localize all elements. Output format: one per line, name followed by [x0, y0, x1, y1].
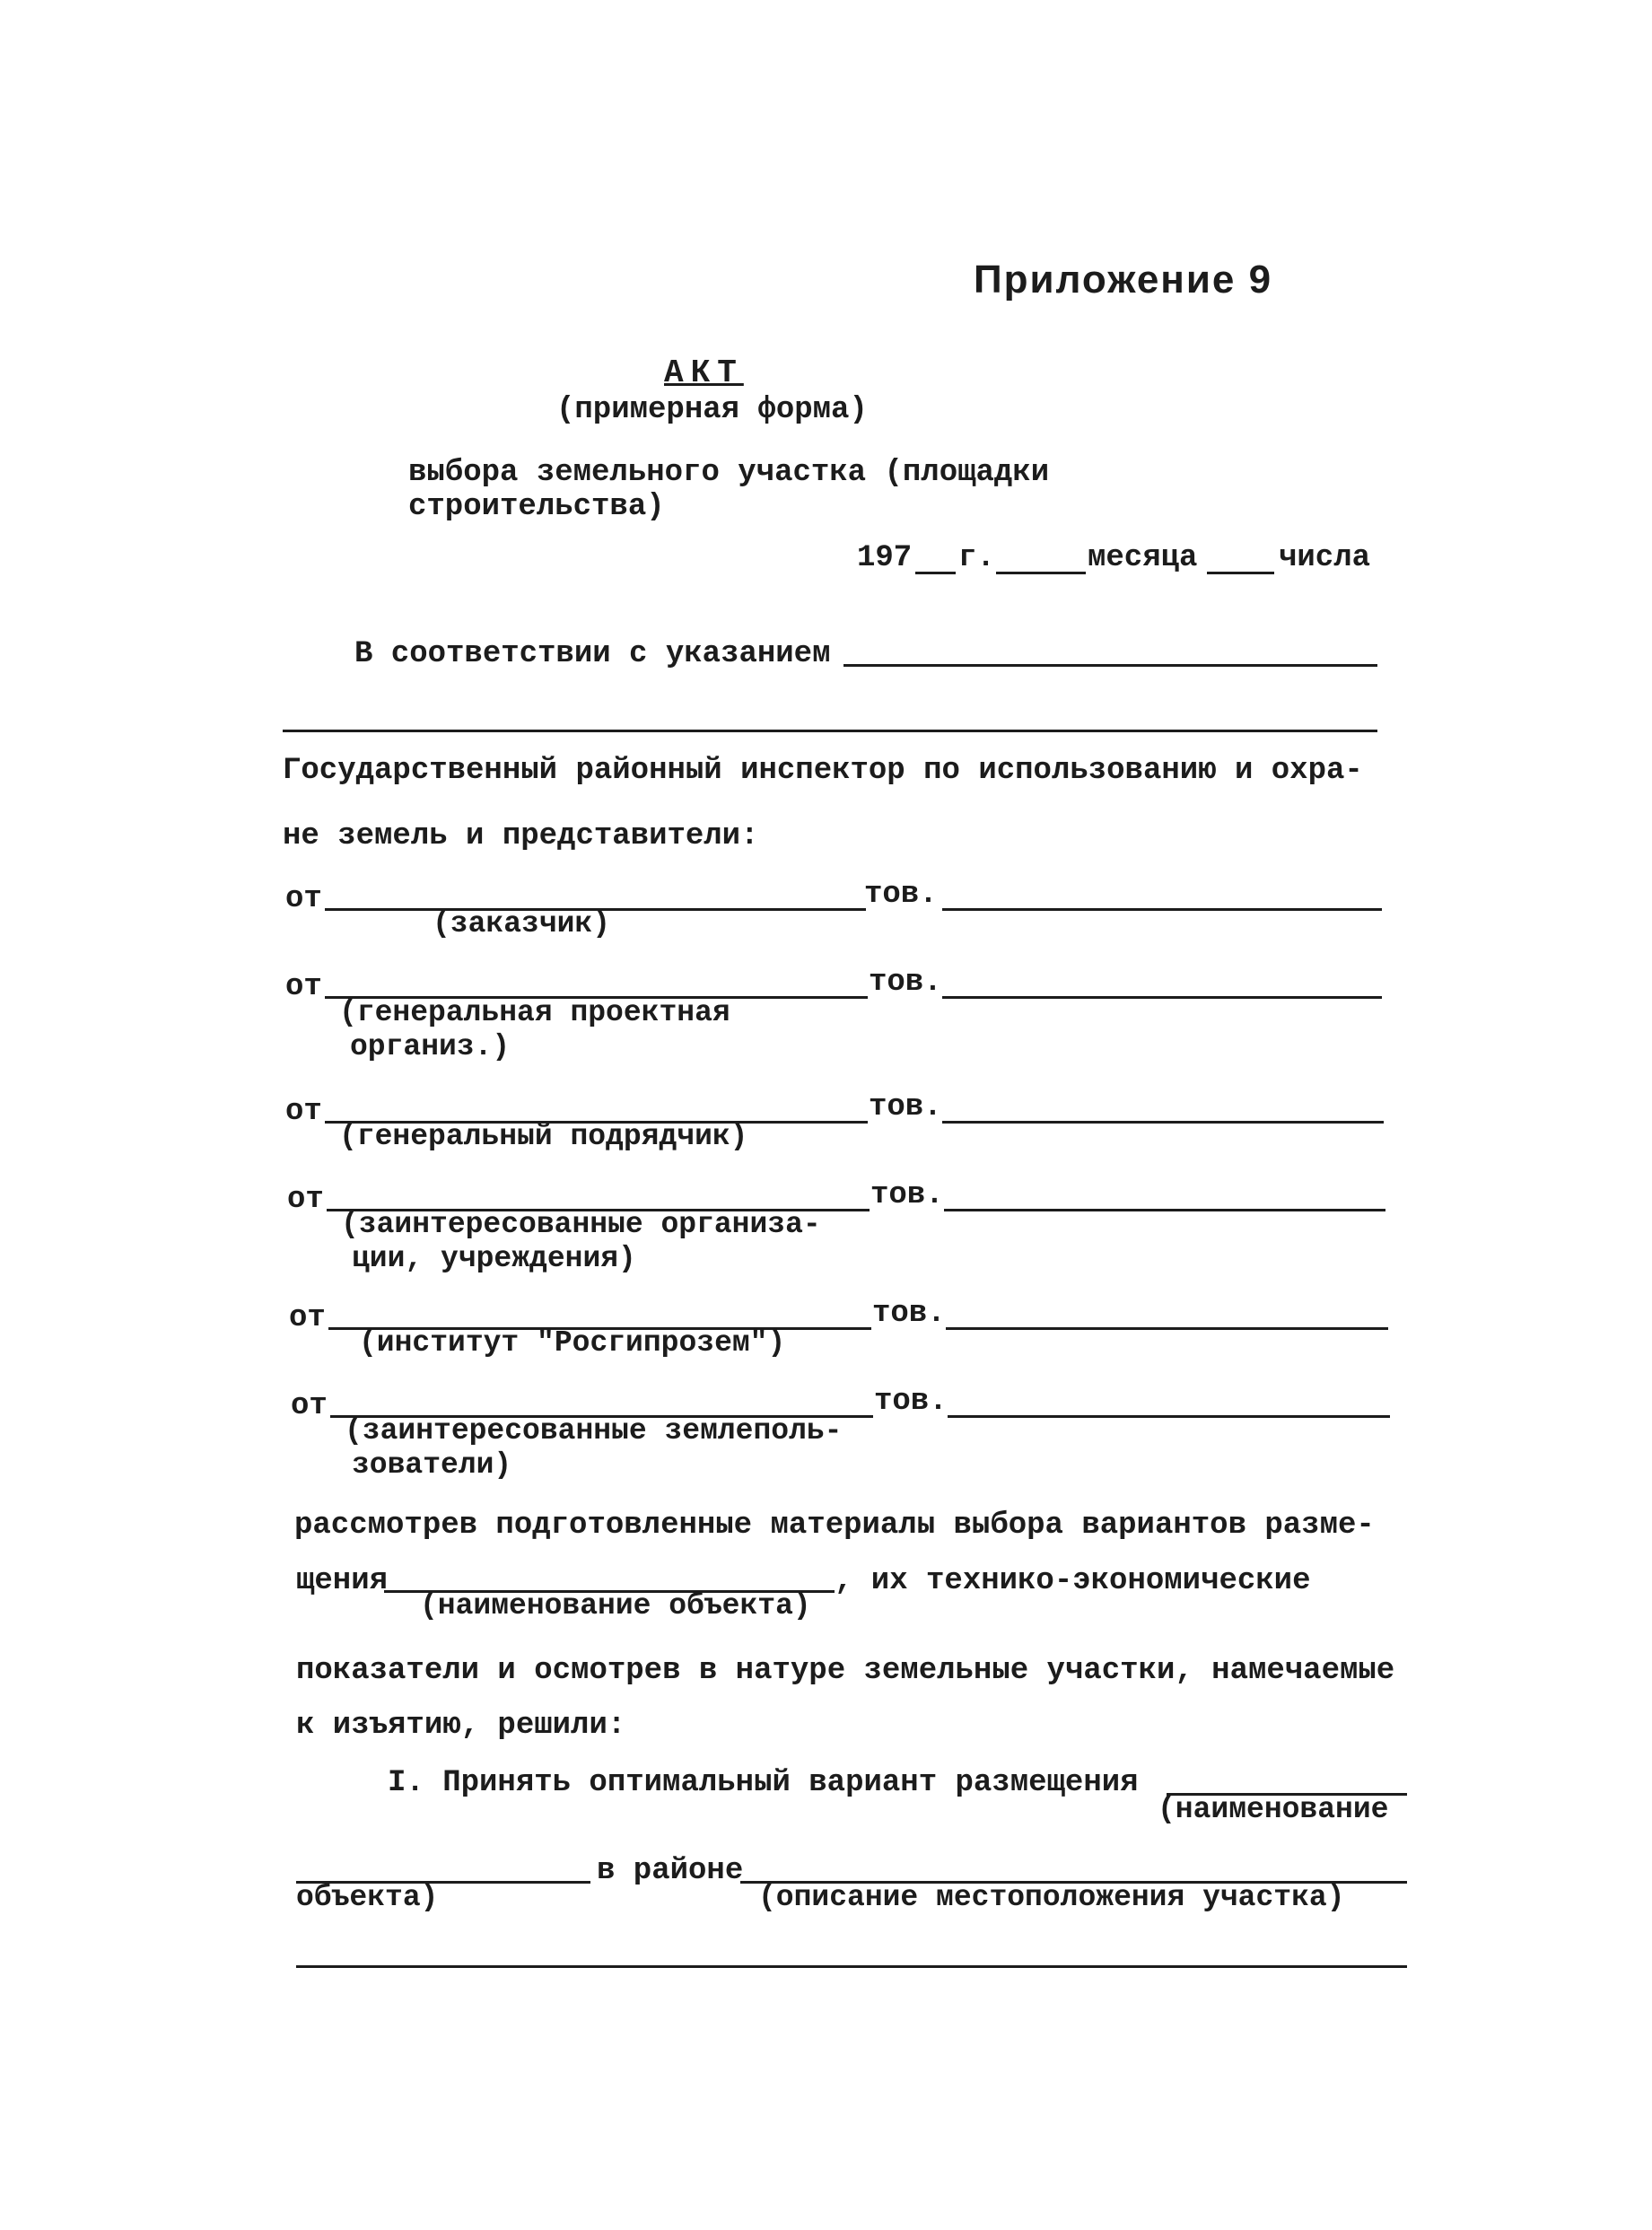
row-from-label: от — [291, 1389, 328, 1423]
row-from-label: от — [285, 882, 322, 916]
row-org-caption-line2: организ.) — [350, 1030, 511, 1063]
row-from-label: от — [285, 970, 322, 1004]
location-caption: (описание местоположения участка) — [758, 1881, 1345, 1914]
day-blank[interactable] — [1207, 572, 1274, 574]
object-name-caption: (наименование объекта) — [420, 1589, 811, 1622]
month-blank[interactable] — [996, 572, 1086, 574]
object-continue-caption: объекта) — [296, 1881, 439, 1914]
row-comrade-label: тов. — [872, 1297, 946, 1331]
row-comrade-blank[interactable] — [948, 1415, 1390, 1418]
row-comrade-blank[interactable] — [946, 1327, 1388, 1330]
subject-line-2: строительства) — [408, 490, 665, 524]
row-org-caption: (заказчик) — [433, 907, 611, 940]
body-line-3: показатели и осмотрев в натуре земельные участки, намечаемые — [296, 1654, 1395, 1688]
row-from-label: от — [289, 1301, 326, 1335]
inspector-line-2: не земель и представители: — [283, 819, 759, 853]
row-comrade-label: тов. — [864, 878, 938, 912]
row-org-caption: (генеральный подрядчик) — [339, 1120, 748, 1153]
row-comrade-blank[interactable] — [942, 908, 1382, 911]
year-blank[interactable] — [915, 572, 956, 574]
row-comrade-label: тов. — [869, 1090, 942, 1124]
row-comrade-blank[interactable] — [942, 1121, 1384, 1124]
item-1-text: I. Принять оптимальный вариант размещения — [388, 1766, 1139, 1800]
year-prefix: 197 — [857, 541, 913, 575]
row-org-caption: (заинтересованные землеполь- — [345, 1414, 843, 1447]
row-comrade-label: тов. — [870, 1178, 944, 1212]
appendix-label: Приложение 9 — [974, 258, 1273, 302]
body-line-2-end: , их технико-экономические — [835, 1564, 1311, 1598]
row-org-caption-line2: ции, учреждения) — [352, 1242, 636, 1275]
row-org-caption: (институт "Росгипрозем") — [359, 1326, 786, 1360]
region-label: в районе — [597, 1854, 744, 1888]
item-1-caption: (наименование — [1158, 1793, 1389, 1826]
body-line-4: к изъятию, решили: — [296, 1709, 626, 1743]
body-line-2-start: щения — [296, 1564, 389, 1598]
subject-line-1: выбора земельного участка (площадки — [408, 456, 1050, 490]
according-blank-2[interactable] — [283, 730, 1377, 732]
row-org-caption: (генеральная проектная — [339, 996, 730, 1029]
year-suffix: г. — [958, 541, 995, 575]
row-comrade-blank[interactable] — [942, 996, 1382, 999]
body-line-1: рассмотрев подготовленные материалы выбора вариантов разме- — [294, 1509, 1375, 1543]
according-blank[interactable] — [843, 664, 1377, 667]
row-from-label: от — [285, 1095, 322, 1129]
location-blank-2[interactable] — [296, 1965, 1407, 1968]
row-comrade-blank[interactable] — [944, 1209, 1385, 1211]
row-org-caption: (заинтересованные организа- — [341, 1208, 821, 1241]
row-comrade-label: тов. — [869, 966, 942, 1000]
month-label: месяца — [1088, 541, 1198, 575]
row-from-label: от — [287, 1183, 324, 1217]
row-comrade-label: тов. — [874, 1385, 948, 1419]
inspector-line-1: Государственный районный инспектор по использованию и охра- — [283, 754, 1363, 788]
according-label: В соответствии с указанием — [354, 637, 831, 671]
day-label: числа — [1279, 541, 1371, 575]
document-title: АКТ — [664, 354, 744, 391]
row-org-caption-line2: зователи) — [352, 1448, 512, 1482]
form-note: (примерная форма) — [556, 393, 868, 427]
